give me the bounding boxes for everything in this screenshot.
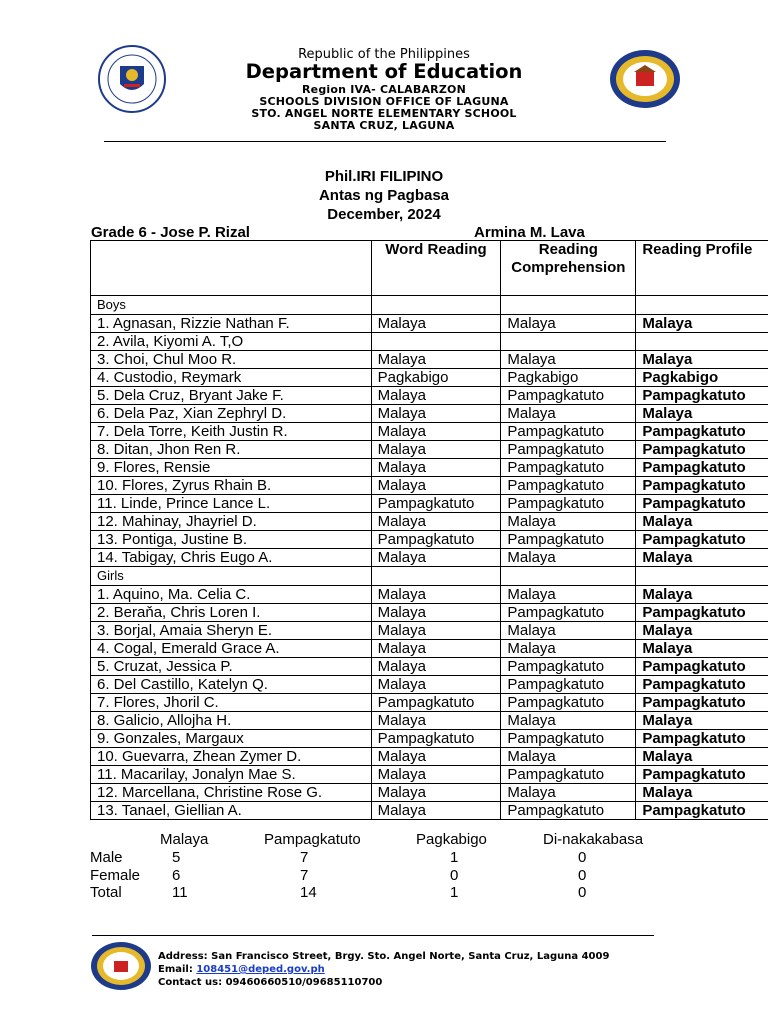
table-row bbox=[91, 333, 768, 351]
table-row bbox=[91, 441, 768, 459]
reading-profile-cell: Pampagkatuto bbox=[636, 766, 768, 784]
footer-divider bbox=[92, 935, 654, 936]
comprehension-cell: Pampagkatuto bbox=[501, 387, 636, 405]
column-header-name bbox=[91, 241, 372, 296]
reading-profile-cell: Malaya bbox=[636, 640, 768, 658]
reading-profile-cell: Malaya bbox=[636, 315, 768, 333]
table-row bbox=[91, 351, 768, 369]
student-name: 8. Galicio, Allojha H. bbox=[91, 712, 372, 730]
word-reading-cell: Pagkabigo bbox=[371, 369, 501, 387]
column-header-word-reading: Word Reading bbox=[371, 241, 501, 296]
word-reading-cell: Malaya bbox=[371, 640, 501, 658]
reading-profile-cell: Malaya bbox=[636, 405, 768, 423]
reading-profile-table bbox=[90, 240, 768, 820]
section-label: Girls bbox=[91, 567, 372, 586]
word-reading-cell: Malaya bbox=[371, 423, 501, 441]
table-row bbox=[91, 387, 768, 405]
student-name: 13. Tanael, Giellian A. bbox=[91, 802, 372, 820]
student-name: 14. Tabigay, Chris Eugo A. bbox=[91, 549, 372, 567]
student-name: 13. Pontiga, Justine B. bbox=[91, 531, 372, 549]
student-name: 4. Cogal, Emerald Grace A. bbox=[91, 640, 372, 658]
student-name: 2. Avila, Kiyomi A. T,O bbox=[91, 333, 372, 351]
comprehension-cell: Pampagkatuto bbox=[501, 531, 636, 549]
student-name: 5. Cruzat, Jessica P. bbox=[91, 658, 372, 676]
reading-profile-cell: Pampagkatuto bbox=[636, 604, 768, 622]
footer-email-line bbox=[158, 964, 325, 975]
reading-profile-cell: Pampagkatuto bbox=[636, 423, 768, 441]
word-reading-cell: Pampagkatuto bbox=[371, 531, 501, 549]
student-name: 12. Mahinay, Jhayriel D. bbox=[91, 513, 372, 531]
reading-profile-cell: Pampagkatuto bbox=[636, 730, 768, 748]
table-row bbox=[91, 766, 768, 784]
reading-profile-cell: Pampagkatuto bbox=[636, 658, 768, 676]
table-row bbox=[91, 586, 768, 604]
reading-profile-cell: Malaya bbox=[636, 622, 768, 640]
empty-cell bbox=[371, 296, 501, 315]
word-reading-cell: Malaya bbox=[371, 477, 501, 495]
section-row bbox=[91, 567, 768, 586]
empty-cell bbox=[636, 567, 768, 586]
word-reading-cell: Pampagkatuto bbox=[371, 730, 501, 748]
summary-value: 1 bbox=[450, 884, 459, 901]
comprehension-cell: Pampagkatuto bbox=[501, 658, 636, 676]
reading-profile-cell: Pampagkatuto bbox=[636, 477, 768, 495]
student-name: 10. Guevarra, Zhean Zymer D. bbox=[91, 748, 372, 766]
school-location: SANTA CRUZ, LAGUNA bbox=[313, 119, 455, 132]
student-name: 1. Agnasan, Rizzie Nathan F. bbox=[91, 315, 372, 333]
reading-profile-cell: Pampagkatuto bbox=[636, 459, 768, 477]
document-subtitle: Antas ng Pagbasa bbox=[318, 187, 450, 204]
comprehension-cell: Pampagkatuto bbox=[501, 441, 636, 459]
department-name: Department of Education bbox=[245, 60, 523, 83]
comprehension-cell: Malaya bbox=[501, 315, 636, 333]
summary-value: 6 bbox=[172, 866, 181, 884]
table-row bbox=[91, 640, 768, 658]
word-reading-cell: Malaya bbox=[371, 586, 501, 604]
division-line: SCHOOLS DIVISION OFFICE OF LAGUNA bbox=[259, 95, 509, 108]
comprehension-cell: Pampagkatuto bbox=[501, 676, 636, 694]
summary-header-pagkabigo: Pagkabigo bbox=[416, 831, 487, 848]
column-header-reading-comprehension: Reading Comprehension bbox=[501, 241, 636, 296]
student-name: 4. Custodio, Reymark bbox=[91, 369, 372, 387]
table-row bbox=[91, 730, 768, 748]
student-name: 11. Linde, Prince Lance L. bbox=[91, 495, 372, 513]
table-row bbox=[91, 513, 768, 531]
table-row bbox=[91, 694, 768, 712]
document-date: December, 2024 bbox=[327, 206, 441, 223]
word-reading-cell: Pampagkatuto bbox=[371, 495, 501, 513]
reading-profile-cell: Malaya bbox=[636, 586, 768, 604]
student-name: 5. Dela Cruz, Bryant Jake F. bbox=[91, 387, 372, 405]
comprehension-cell: Malaya bbox=[501, 513, 636, 531]
reading-profile-cell: Malaya bbox=[636, 549, 768, 567]
document-title: Phil.IRI FILIPINO bbox=[324, 168, 444, 185]
table-row bbox=[91, 712, 768, 730]
table-row bbox=[91, 784, 768, 802]
table-row bbox=[91, 748, 768, 766]
summary-value: 11 bbox=[172, 884, 188, 901]
reading-profile-cell: Pampagkatuto bbox=[636, 694, 768, 712]
table-row bbox=[91, 423, 768, 441]
school-name: STO. ANGEL NORTE ELEMENTARY SCHOOL bbox=[251, 107, 517, 120]
word-reading-cell: Malaya bbox=[371, 766, 501, 784]
reading-profile-cell: Malaya bbox=[636, 784, 768, 802]
reading-profile-cell: Malaya bbox=[636, 513, 768, 531]
student-name: 7. Dela Torre, Keith Justin R. bbox=[91, 423, 372, 441]
comprehension-cell bbox=[501, 333, 636, 351]
word-reading-cell: Malaya bbox=[371, 676, 501, 694]
word-reading-cell: Malaya bbox=[371, 748, 501, 766]
reading-profile-cell: Malaya bbox=[636, 712, 768, 730]
table-row bbox=[91, 622, 768, 640]
grade-section: Grade 6 - Jose P. Rizal bbox=[91, 224, 250, 241]
footer-address: Address: San Francisco Street, Brgy. Sto. Angel Norte, Santa Cruz, Laguna 4009 bbox=[158, 951, 610, 962]
summary-value: 0 bbox=[578, 849, 587, 866]
comprehension-cell: Pampagkatuto bbox=[501, 766, 636, 784]
word-reading-cell: Malaya bbox=[371, 405, 501, 423]
table-row bbox=[91, 369, 768, 387]
student-name: 12. Marcellana, Christine Rose G. bbox=[91, 784, 372, 802]
comprehension-cell: Malaya bbox=[501, 640, 636, 658]
student-name: 6. Del Castillo, Katelyn Q. bbox=[91, 676, 372, 694]
table-row bbox=[91, 549, 768, 567]
reading-profile-cell: Pampagkatuto bbox=[636, 387, 768, 405]
table-row bbox=[91, 658, 768, 676]
table-row bbox=[91, 477, 768, 495]
student-name: 9. Flores, Rensie bbox=[91, 459, 372, 477]
comprehension-cell: Pampagkatuto bbox=[501, 495, 636, 513]
republic-line: Republic of the Philippines bbox=[298, 47, 470, 62]
student-name: 3. Choi, Chul Moo R. bbox=[91, 351, 372, 369]
word-reading-cell: Malaya bbox=[371, 315, 501, 333]
word-reading-cell: Malaya bbox=[371, 658, 501, 676]
word-reading-cell: Malaya bbox=[371, 784, 501, 802]
comprehension-cell: Malaya bbox=[501, 712, 636, 730]
summary-value: 14 bbox=[300, 884, 317, 901]
word-reading-cell: Malaya bbox=[371, 441, 501, 459]
student-name: 6. Dela Paz, Xian Zephryl D. bbox=[91, 405, 372, 423]
table-row bbox=[91, 676, 768, 694]
teacher-name: Armina M. Lava bbox=[474, 224, 585, 241]
student-name: 10. Flores, Zyrus Rhain B. bbox=[91, 477, 372, 495]
table-row bbox=[91, 531, 768, 549]
reading-profile-cell: Pampagkatuto bbox=[636, 495, 768, 513]
empty-cell bbox=[636, 296, 768, 315]
student-name: 8. Ditan, Jhon Ren R. bbox=[91, 441, 372, 459]
comprehension-cell: Malaya bbox=[501, 549, 636, 567]
comprehension-cell: Pampagkatuto bbox=[501, 604, 636, 622]
student-name: 1. Aquino, Ma. Celia C. bbox=[91, 586, 372, 604]
summary-row-label: Female bbox=[90, 866, 141, 884]
table-row bbox=[91, 604, 768, 622]
word-reading-cell: Malaya bbox=[371, 351, 501, 369]
footer-email-link[interactable]: 108451@deped.gov.ph bbox=[196, 964, 325, 975]
comprehension-cell: Pampagkatuto bbox=[501, 730, 636, 748]
table-row bbox=[91, 315, 768, 333]
region-line: Region IVA- CALABARZON bbox=[302, 83, 466, 96]
summary-value: 0 bbox=[450, 866, 459, 884]
comprehension-cell: Pagkabigo bbox=[501, 369, 636, 387]
student-name: 9. Gonzales, Margaux bbox=[91, 730, 372, 748]
summary-value: 5 bbox=[172, 849, 181, 866]
word-reading-cell bbox=[371, 333, 501, 351]
reading-profile-cell: Pampagkatuto bbox=[636, 441, 768, 459]
student-name: 11. Macarilay, Jonalyn Mae S. bbox=[91, 766, 372, 784]
comprehension-cell: Pampagkatuto bbox=[501, 459, 636, 477]
word-reading-cell: Malaya bbox=[371, 712, 501, 730]
section-label: Boys bbox=[91, 296, 372, 315]
word-reading-cell: Malaya bbox=[371, 604, 501, 622]
footer-email-label: Email: bbox=[158, 964, 193, 975]
reading-profile-cell: Malaya bbox=[636, 351, 768, 369]
summary-row-label: Total bbox=[90, 884, 122, 901]
student-name: 3. Borjal, Amaia Sheryn E. bbox=[91, 622, 372, 640]
summary-value: 0 bbox=[578, 884, 587, 901]
footer-contact: Contact us: 09460660510/09685110700 bbox=[158, 977, 383, 988]
empty-cell bbox=[501, 567, 636, 586]
summary-value: 1 bbox=[450, 849, 459, 866]
empty-cell bbox=[501, 296, 636, 315]
comprehension-cell: Malaya bbox=[501, 622, 636, 640]
footer-school-seal-icon bbox=[90, 941, 152, 991]
reading-profile-cell: Pampagkatuto bbox=[636, 676, 768, 694]
comprehension-cell: Malaya bbox=[501, 748, 636, 766]
table-row bbox=[91, 405, 768, 423]
header-divider bbox=[104, 141, 666, 142]
summary-header-pampagkatuto: Pampagkatuto bbox=[264, 831, 361, 848]
column-header-reading-profile: Reading Profile bbox=[636, 241, 768, 296]
word-reading-cell: Malaya bbox=[371, 549, 501, 567]
word-reading-cell: Malaya bbox=[371, 802, 501, 820]
reading-profile-cell: Pampagkatuto bbox=[636, 802, 768, 820]
table-row bbox=[91, 459, 768, 477]
summary-row-label: Male bbox=[90, 849, 123, 866]
word-reading-cell: Pampagkatuto bbox=[371, 694, 501, 712]
comprehension-cell: Malaya bbox=[501, 784, 636, 802]
summary-value: 7 bbox=[300, 866, 309, 884]
summary-header-malaya: Malaya bbox=[160, 831, 209, 848]
comprehension-cell: Malaya bbox=[501, 405, 636, 423]
reading-profile-cell: Pagkabigo bbox=[636, 369, 768, 387]
comprehension-cell: Malaya bbox=[501, 351, 636, 369]
word-reading-cell: Malaya bbox=[371, 513, 501, 531]
comprehension-cell: Pampagkatuto bbox=[501, 477, 636, 495]
comprehension-cell: Malaya bbox=[501, 586, 636, 604]
student-name: 2. Beraňa, Chris Loren I. bbox=[91, 604, 372, 622]
section-row bbox=[91, 296, 768, 315]
word-reading-cell: Malaya bbox=[371, 622, 501, 640]
reading-profile-cell: Pampagkatuto bbox=[636, 531, 768, 549]
comprehension-cell: Pampagkatuto bbox=[501, 423, 636, 441]
empty-cell bbox=[371, 567, 501, 586]
word-reading-cell: Malaya bbox=[371, 387, 501, 405]
reading-profile-cell: Malaya bbox=[636, 748, 768, 766]
summary-header-di-nakakabasa: Di-nakakabasa bbox=[543, 831, 644, 848]
table-header-row bbox=[91, 241, 768, 296]
comprehension-cell: Pampagkatuto bbox=[501, 694, 636, 712]
student-name: 7. Flores, Jhoril C. bbox=[91, 694, 372, 712]
reading-profile-cell bbox=[636, 333, 768, 351]
table-row bbox=[91, 495, 768, 513]
table-row bbox=[91, 802, 768, 820]
comprehension-cell: Pampagkatuto bbox=[501, 802, 636, 820]
word-reading-cell: Malaya bbox=[371, 459, 501, 477]
summary-value: 7 bbox=[300, 849, 309, 866]
summary-value: 0 bbox=[578, 866, 587, 884]
